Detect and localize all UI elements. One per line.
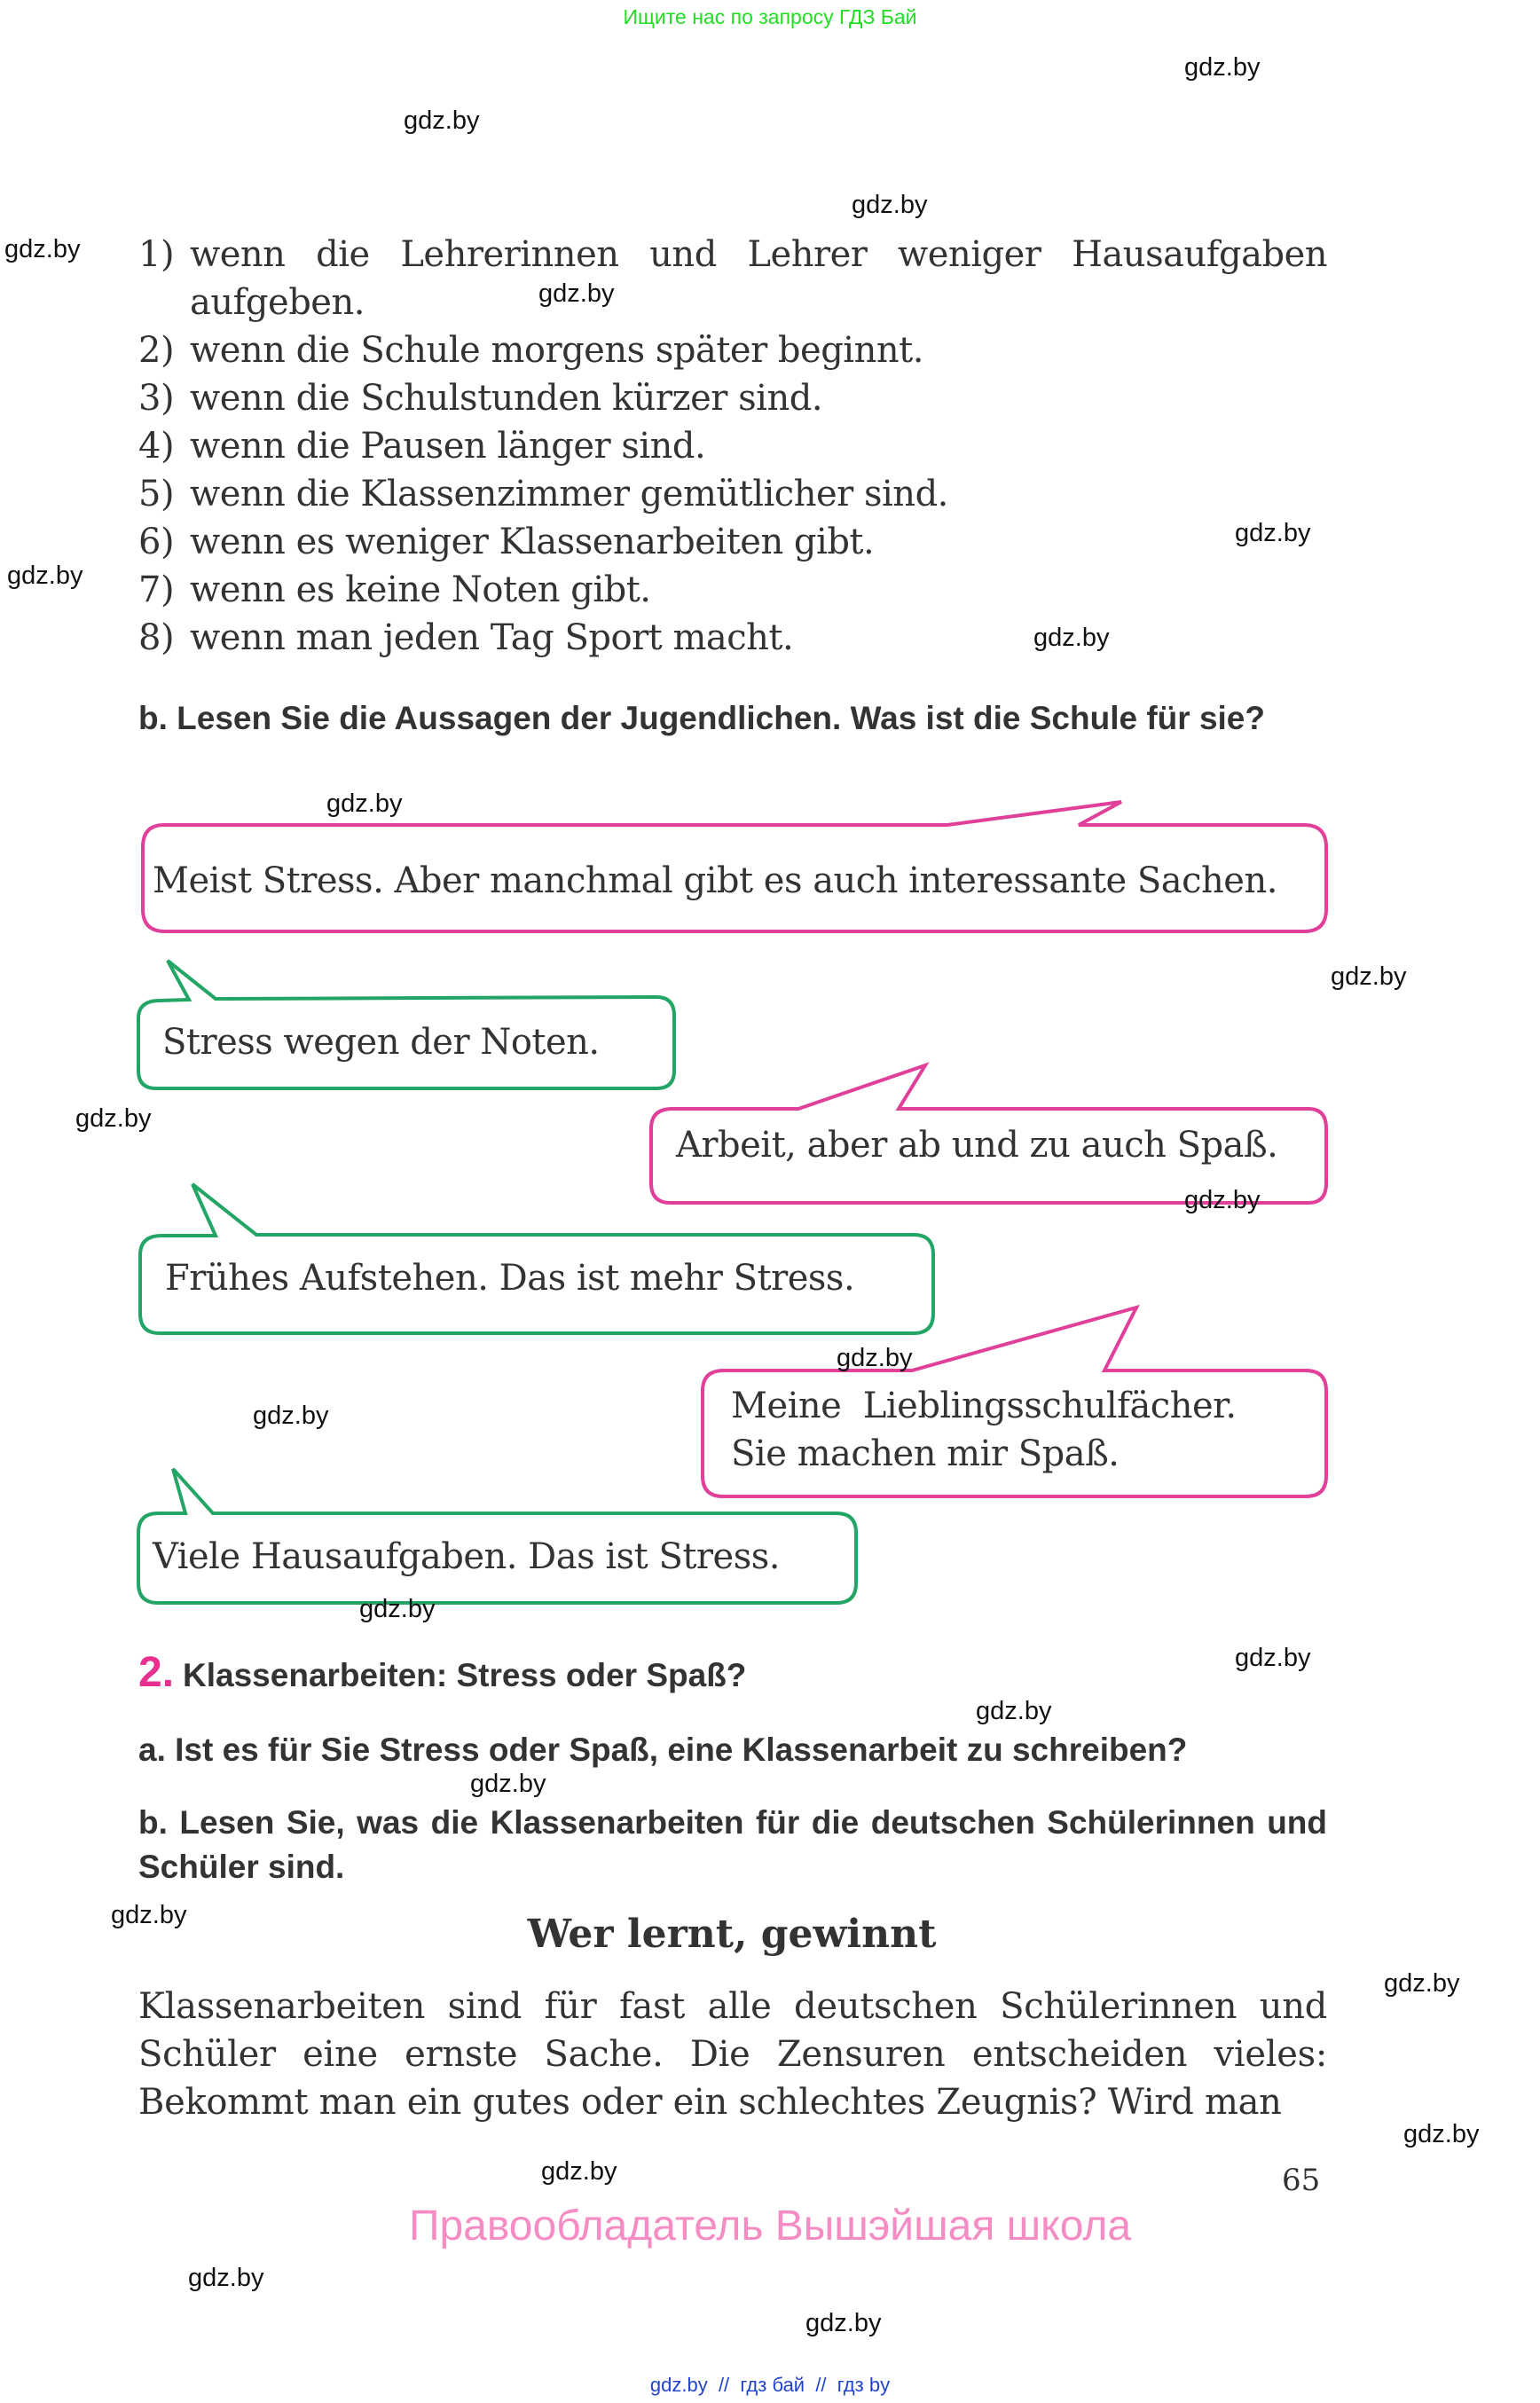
watermark: gdz.by [837,1344,913,1372]
list-item-text: wenn es keine Noten gibt. [190,569,651,610]
list-item-text: wenn die Pausen länger sind. [190,426,706,467]
exercise-2-heading [138,1648,746,1698]
speech-bubble-4-text: Frühes Aufstehen. Das ist mehr Stress. [165,1258,855,1299]
watermark: gdz.by [1235,519,1311,547]
exercise-number: 2. [138,1649,175,1696]
speech-bubble-6-text: Viele Hausaufgaben. Das ist Stress. [153,1536,780,1577]
list-item-number: 4) [138,426,175,467]
page-number: 65 [1282,2163,1321,2198]
list-item-number: 7) [138,569,175,610]
watermark: gdz.by [326,789,403,818]
list-item-text: wenn die Schule morgens später beginnt. [190,330,923,371]
task-2a-instruction: a. Ist es für Sie Stress oder Spaß, eine Klassenarbeit zu schreiben? [138,1732,1188,1768]
watermark: gdz.by [1403,2120,1480,2148]
list-item-number: 2) [138,330,175,371]
list-item-text: wenn es weniger Klassenarbeiten gibt. [190,522,875,562]
watermark: gdz.by [976,1697,1052,1725]
watermark: gdz.by [538,279,615,308]
list-item-text: wenn die Lehrerinnen und Lehrer weniger Hausaufgaben aufgeben. [190,234,1327,323]
speech-bubble-3-text: Arbeit, aber ab und zu auch Spaß. [676,1125,1278,1166]
list-item-number: 8) [138,617,175,658]
watermark: gdz.by [188,2264,264,2292]
task-1b-instruction: b. Lesen Sie die Aussagen der Jugendlichen. Was ist die Schule für sie? [138,700,1265,736]
speech-bubble-5-text-line-2: Sie machen mir Spaß. [731,1433,1120,1474]
list-item-number: 6) [138,522,175,562]
footer-links[interactable]: gdz.by // гдз бай // гдз by [649,2374,891,2396]
watermark: gdz.by [470,1770,546,1798]
reading-text-paragraph: Klassenarbeiten sind für fast alle deutschen Schülerinnen und Schüler eine ernste Sache. Die Zensuren entscheiden vieles: Bekommt man ein gutes oder ein schlechtes Zeugnis? Wird man [138,1986,1327,2123]
list-item-text: wenn die Klassenzimmer gemütlicher sind. [190,474,948,514]
watermark: gdz.by [7,561,83,590]
list-item-number: 5) [138,474,175,514]
speech-bubble-1-text: Meist Stress. Aber manchmal gibt es auch interessante Sachen. [153,860,1277,901]
watermark: gdz.by [1331,962,1407,991]
watermark: gdz.by [1384,1969,1460,1998]
watermark: gdz.by [805,2309,882,2337]
list-item-number: 3) [138,378,175,419]
watermark: gdz.by [541,2157,617,2186]
speech-bubble-2-text: Stress wegen der Noten. [162,1022,600,1063]
watermark: gdz.by [4,235,81,263]
watermark: gdz.by [852,191,928,219]
watermark: gdz.by [1184,53,1261,82]
watermark: gdz.by [1184,1186,1261,1214]
watermark: gdz.by [75,1104,152,1133]
speech-bubble-5-text-line-1: Meine Lieblingsschulfächer. [731,1386,1237,1426]
task-2b-instruction: b. Lesen Sie, was die Klassenarbeiten für die deutschen Schülerinnen und Schüler sind. [138,1804,1327,1885]
watermark: gdz.by [253,1402,329,1430]
watermark: gdz.by [1235,1644,1311,1672]
exercise-title: Klassenarbeiten: Stress oder Spaß? [183,1657,747,1693]
top-banner: Ищите нас по запросу ГДЗ Бай [623,5,917,28]
watermark: gdz.by [404,106,480,135]
copyright-owner-notice: Правообладатель Вышэйшая школа [408,2203,1132,2250]
watermark: gdz.by [359,1595,436,1623]
watermark: gdz.by [1033,624,1110,652]
reading-text-title: Wer lernt, gewinnt [527,1912,937,1957]
list-item-number: 1) [138,234,175,275]
list-item-text: wenn die Schulstunden kürzer sind. [190,378,823,419]
list-item-text: wenn man jeden Tag Sport macht. [190,617,794,658]
watermark: gdz.by [111,1901,187,1929]
